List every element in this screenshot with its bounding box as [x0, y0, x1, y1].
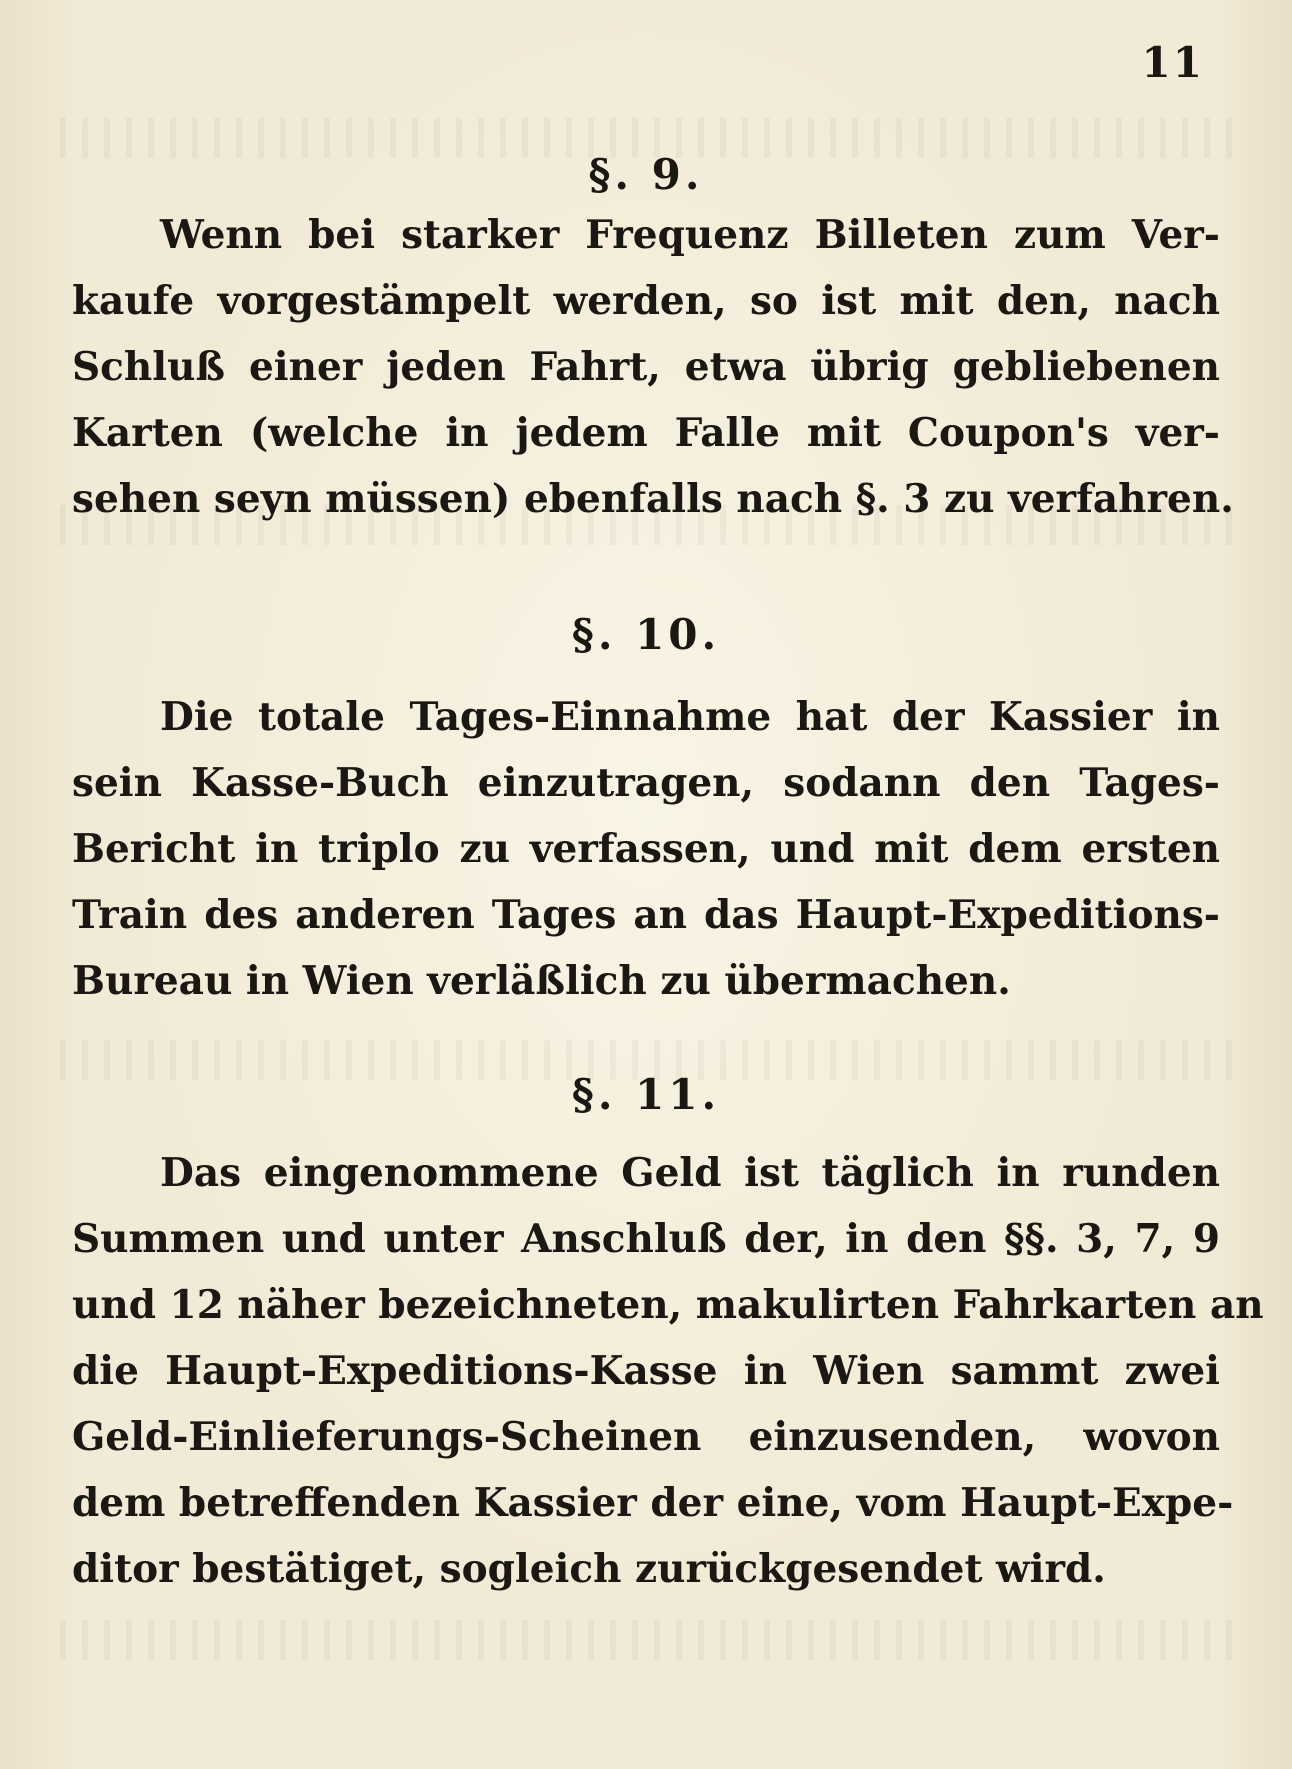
section-paragraph-11	[72, 1140, 1264, 1602]
text-line: Bureau in Wien verläßlich zu übermachen.	[72, 958, 1011, 1004]
text-line: ditor bestätiget, sogleich zurückgesendet wird.	[72, 1546, 1106, 1592]
page-number: 11	[1141, 38, 1204, 87]
section-heading-11: §. 11.	[571, 1070, 721, 1119]
show-through-texture	[60, 1620, 1240, 1660]
section-heading-9: §. 9.	[588, 150, 704, 199]
section-paragraph-9	[72, 202, 1234, 532]
text-line: Summen und unter Anschluß der, in den §§. 3, 7, 9	[72, 1216, 1220, 1262]
text-line: Train des anderen Tages an das Haupt-Expeditions-	[72, 892, 1220, 938]
text-line: Schluß einer jeden Fahrt, etwa übrig gebliebenen	[72, 344, 1220, 390]
text-line: Bericht in triplo zu verfassen, und mit dem ersten	[72, 826, 1220, 872]
text-line: Die totale Tages-Einnahme hat der Kassier in	[160, 694, 1220, 740]
text-line: sehen seyn müssen) ebenfalls nach §. 3 zu verfahren.	[72, 476, 1234, 522]
section-paragraph-10	[72, 684, 1220, 1014]
text-line: Wenn bei starker Frequenz Billeten zum Ver-	[160, 212, 1220, 258]
text-line: die Haupt-Expeditions-Kasse in Wien sammt zwei	[72, 1348, 1220, 1394]
text-line: dem betreffenden Kassier der eine, vom Haupt-Expe-	[72, 1480, 1234, 1526]
text-line: Geld-Einlieferungs-Scheinen einzusenden, wovon	[72, 1414, 1220, 1460]
text-line: sein Kasse-Buch einzutragen, sodann den Tages-	[72, 760, 1220, 806]
text-line: Das eingenommene Geld ist täglich in runden	[160, 1150, 1220, 1196]
section-heading-10: §. 10.	[571, 610, 721, 659]
text-line: kaufe vorgestämpelt werden, so ist mit den, nach	[72, 278, 1220, 324]
text-line: Karten (welche in jedem Falle mit Coupon's ver-	[72, 410, 1220, 456]
text-line: und 12 näher bezeichneten, makulirten Fahrkarten an	[72, 1282, 1264, 1328]
